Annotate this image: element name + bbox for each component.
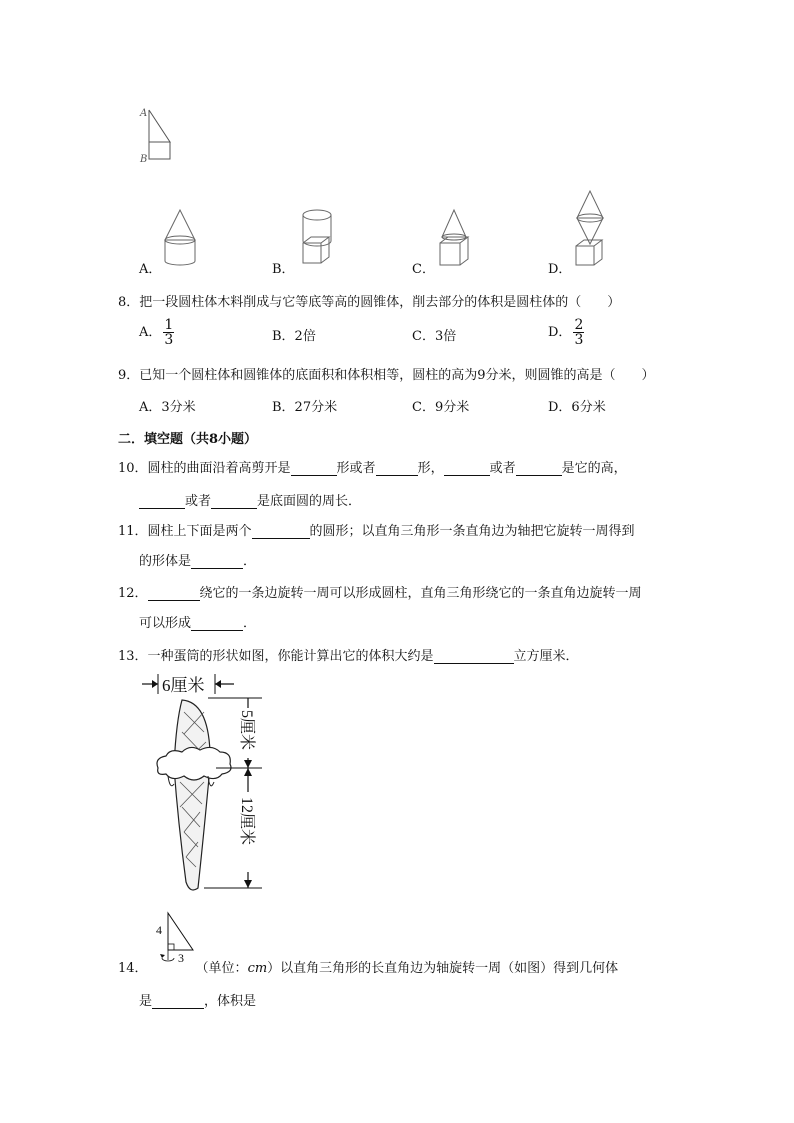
label-b: B xyxy=(140,154,148,164)
label-a: A xyxy=(140,108,148,119)
q10-line1: 10．圆柱的曲面沿着高剪开是 形或者 形， 或者 是它的高， xyxy=(118,461,627,476)
option-d-figure xyxy=(570,188,610,270)
q8-stem: 8．把一段圆柱体木料削成与它等底等高的圆锥体，削去部分的体积是圆柱体的（ ） xyxy=(118,295,621,310)
side-b-label: 3 xyxy=(178,951,184,965)
q7-option-a: A． xyxy=(139,262,162,277)
ice-cream-cone-figure xyxy=(138,672,278,902)
option-b-figure xyxy=(297,205,337,270)
q8-option-a: A． $\frac{1}{3}$ xyxy=(139,317,174,348)
q8-option-d: D． $\frac{2}{3}$ xyxy=(548,317,584,348)
side-a-label: 4 xyxy=(156,923,162,937)
width-label: 6厘米 xyxy=(162,676,205,695)
q14-line2: 是 ，体积是 xyxy=(139,994,257,1009)
section-heading: 二．填空题（共8小题） xyxy=(118,432,258,447)
q7-option-c: C． xyxy=(412,262,435,277)
q14-line1: 14． （单位：cm）以直角三角形的长直角边为轴旋转一周（如图）得到几何体 xyxy=(118,961,619,976)
q9-option-b: B．27分米 xyxy=(272,400,338,415)
q9-option-a: A．3分米 xyxy=(139,400,196,415)
q7-option-b: B． xyxy=(272,262,295,277)
q11-line1: 11．圆柱上下面是两个 的圆形；以直角三角形一条直角边为轴把它旋转一周得到 xyxy=(118,524,635,539)
triangle-square-figure xyxy=(138,104,178,164)
q12-line1: 12． 绕它的一条边旋转一周可以形成圆柱，直角三角形绕它的一条直角边旋转一周 xyxy=(118,586,642,601)
q9-stem: 9．已知一个圆柱体和圆锥体的底面积和体积相等，圆柱的高为9分米，则圆锥的高是（ ） xyxy=(118,368,655,383)
q10-line2: 或者 是底面圆的周长． xyxy=(139,490,361,509)
q9-option-c: C．9分米 xyxy=(412,400,470,415)
q7-option-d: D． xyxy=(548,262,572,277)
option-a-figure xyxy=(160,205,200,270)
bottom-height-label: 12厘米 xyxy=(238,797,255,846)
q12-line2: 可以形成 ． xyxy=(139,616,257,631)
q8-option-c: C．3倍 xyxy=(412,329,457,344)
top-height-label: 5厘米 xyxy=(238,710,255,751)
q11-line2: 的形体是 ． xyxy=(139,554,257,569)
option-c-figure xyxy=(436,205,476,270)
q13-line: 13．一种蛋筒的形状如图，你能计算出它的体积大约是 立方厘米． xyxy=(118,649,579,664)
q9-option-d: D．6分米 xyxy=(548,400,606,415)
q8-option-b: B．2倍 xyxy=(272,329,316,344)
